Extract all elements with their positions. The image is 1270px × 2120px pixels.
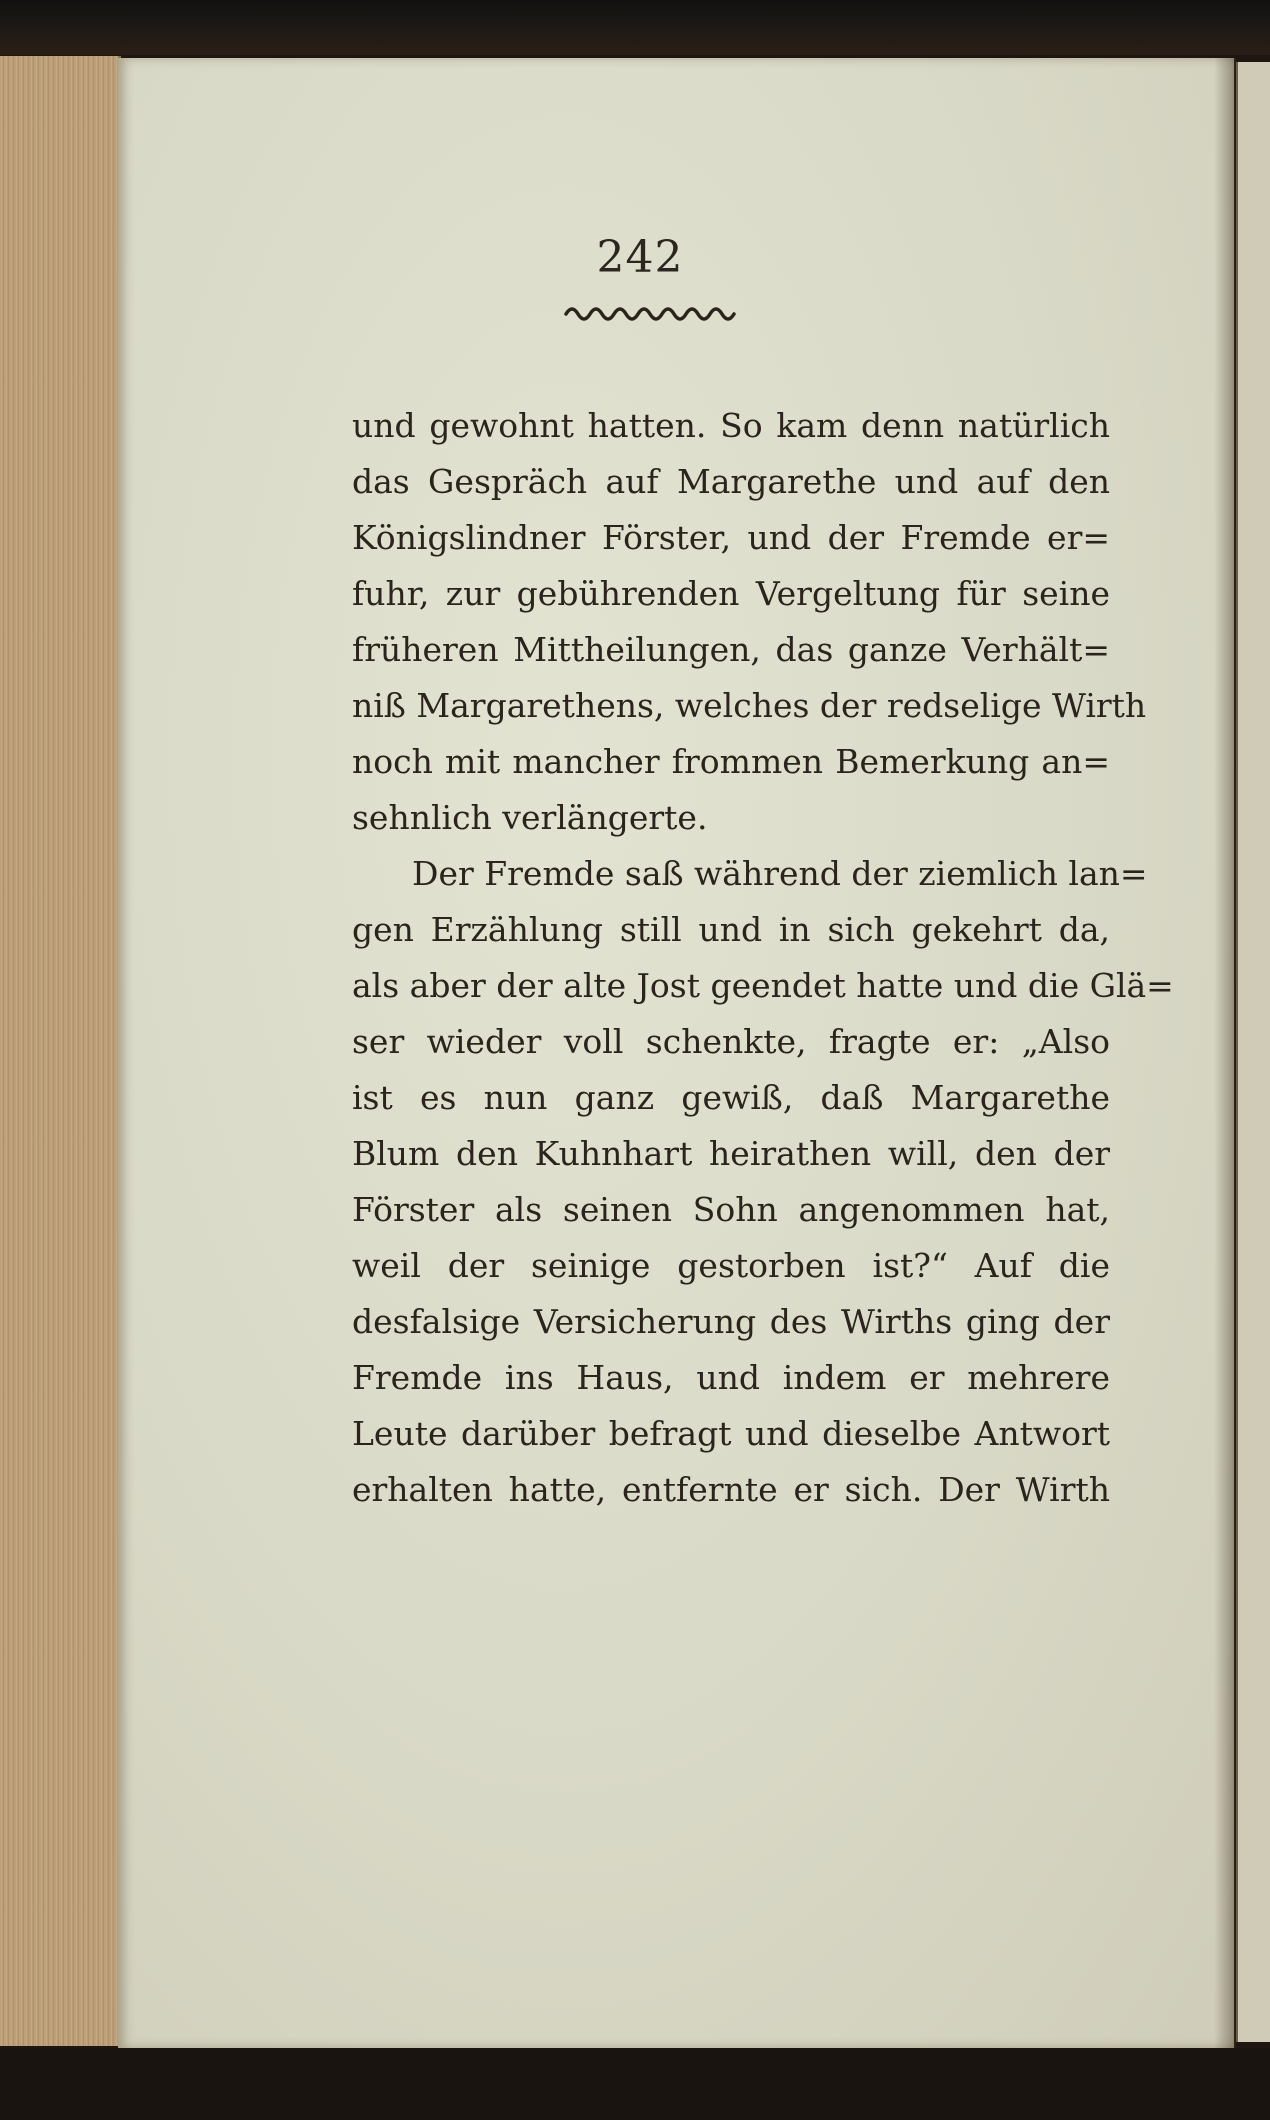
- text-line: ser wieder voll schenkte, fragte er: „Also: [352, 1022, 1110, 1061]
- text-line: Blum den Kuhnhart heirathen will, den der: [352, 1134, 1110, 1173]
- text-line: weil der seinige gestorben ist?“ Auf die: [352, 1246, 1110, 1285]
- text-line: und gewohnt hatten. So kam denn natürlich: [352, 406, 1110, 445]
- book-page-edges: [0, 56, 121, 2046]
- text-line: ist es nun ganz gewiß, daß Margarethe: [352, 1078, 1110, 1117]
- text-line: Leute darüber befragt und dieselbe Antwort: [352, 1414, 1110, 1453]
- text-line: gen Erzählung still und in sich gekehrt da,: [352, 910, 1110, 949]
- scan-bottom-edge: [0, 2048, 1270, 2120]
- text-line: als aber der alte Jost geendet hatte und die Glä=: [352, 966, 1174, 1005]
- text-line: früheren Mittheilungen, das ganze Verhält=: [352, 630, 1110, 669]
- text-line: fuhr, zur gebührenden Vergeltung für seine: [352, 574, 1110, 613]
- text-line: Königslindner Förster, und der Fremde er=: [352, 518, 1110, 557]
- text-line: niß Margarethens, welches der redselige Wirth: [352, 686, 1147, 725]
- scan-top-edge: [0, 0, 1270, 55]
- text-line: desfalsige Versicherung des Wirths ging der: [352, 1302, 1110, 1341]
- text-line: Fremde ins Haus, und indem er mehrere: [352, 1358, 1110, 1397]
- page-number: 242: [596, 232, 684, 283]
- gutter-shadow: [1214, 58, 1236, 2048]
- text-line: Förster als seinen Sohn angenommen hat,: [352, 1190, 1110, 1229]
- text-line: das Gespräch auf Margarethe und auf den: [352, 462, 1110, 501]
- text-line: Der Fremde saß während der ziemlich lan=: [412, 854, 1148, 893]
- text-line: noch mit mancher frommen Bemerkung an=: [352, 742, 1110, 781]
- facing-page-edge: [1236, 62, 1270, 2042]
- body-text: [352, 398, 1174, 1518]
- header-ornament-icon: [564, 302, 740, 322]
- text-line: erhalten hatte, entfernte er sich. Der Wirth: [352, 1470, 1110, 1509]
- text-line: sehnlich verlängerte.: [352, 798, 708, 837]
